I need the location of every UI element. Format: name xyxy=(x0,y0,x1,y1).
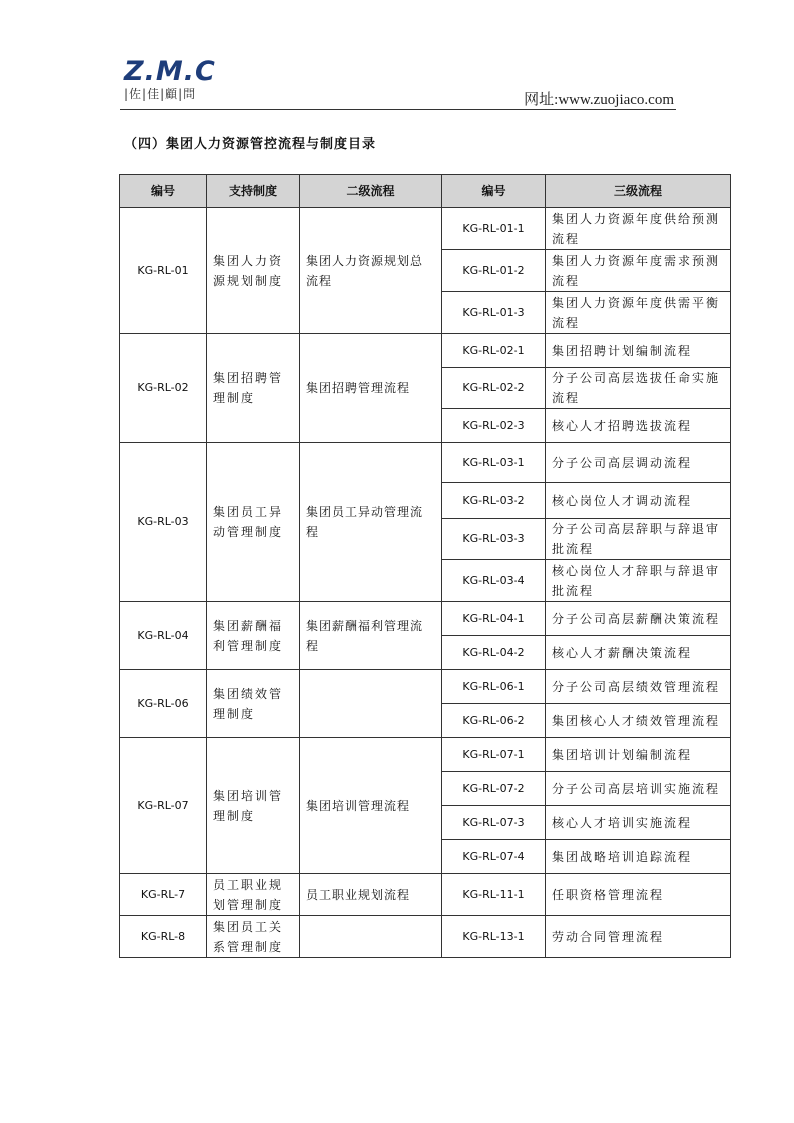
level2-process-cell: 集团人力资源规划总流程 xyxy=(300,208,442,334)
level3-process-cell: 集团人力资源年度需求预测流程 xyxy=(546,250,731,292)
sub-code-cell: KG-RL-07-3 xyxy=(442,806,546,840)
header-level2-process: 二级流程 xyxy=(300,175,442,208)
sub-code-cell: KG-RL-11-1 xyxy=(442,874,546,916)
policy-cell: 集团绩效管理制度 xyxy=(207,670,300,738)
table-header-row xyxy=(120,175,731,208)
group-code-cell: KG-RL-02 xyxy=(120,334,207,443)
level3-process-cell: 核心岗位人才调动流程 xyxy=(546,483,731,519)
level2-process-cell: 集团招聘管理流程 xyxy=(300,334,442,443)
group-code-cell: KG-RL-03 xyxy=(120,443,207,602)
sub-code-cell: KG-RL-01-3 xyxy=(442,292,546,334)
sub-code-cell: KG-RL-02-1 xyxy=(442,334,546,368)
level3-process-cell: 分子公司高层辞职与辞退审批流程 xyxy=(546,519,731,560)
level2-process-cell: 集团培训管理流程 xyxy=(300,738,442,874)
level2-process-cell: 员工职业规划流程 xyxy=(300,874,442,916)
level3-process-cell: 核心人才培训实施流程 xyxy=(546,806,731,840)
company-logo xyxy=(124,58,224,104)
policy-cell: 集团人力资源规划制度 xyxy=(207,208,300,334)
sub-code-cell: KG-RL-03-2 xyxy=(442,483,546,519)
table-row xyxy=(120,874,731,916)
level3-process-cell: 集团核心人才绩效管理流程 xyxy=(546,704,731,738)
table-row xyxy=(120,334,731,368)
table-row xyxy=(120,443,731,483)
level3-process-cell: 核心岗位人才辞职与辞退审批流程 xyxy=(546,560,731,602)
level2-process-cell xyxy=(300,916,442,958)
group-code-cell: KG-RL-07 xyxy=(120,738,207,874)
group-code-cell: KG-RL-06 xyxy=(120,670,207,738)
group-code-cell: KG-RL-01 xyxy=(120,208,207,334)
logo-subtitle: |佐|佳|顧|問 xyxy=(124,87,197,101)
level3-process-cell: 集团战略培训追踪流程 xyxy=(546,840,731,874)
level2-process-cell: 集团薪酬福利管理流程 xyxy=(300,602,442,670)
level3-process-cell: 分子公司高层薪酬决策流程 xyxy=(546,602,731,636)
header-code: 编号 xyxy=(120,175,207,208)
level3-process-cell: 任职资格管理流程 xyxy=(546,874,731,916)
level2-process-cell xyxy=(300,670,442,738)
sub-code-cell: KG-RL-01-2 xyxy=(442,250,546,292)
level3-process-cell: 集团培训计划编制流程 xyxy=(546,738,731,772)
policy-cell: 员工职业规划管理制度 xyxy=(207,874,300,916)
table-row xyxy=(120,602,731,636)
level3-process-cell: 分子公司高层调动流程 xyxy=(546,443,731,483)
policy-cell: 集团招聘管理制度 xyxy=(207,334,300,443)
table-body xyxy=(120,208,731,958)
sub-code-cell: KG-RL-03-3 xyxy=(442,519,546,560)
policy-cell: 集团培训管理制度 xyxy=(207,738,300,874)
sub-code-cell: KG-RL-06-2 xyxy=(442,704,546,738)
group-code-cell: KG-RL-04 xyxy=(120,602,207,670)
sub-code-cell: KG-RL-04-1 xyxy=(442,602,546,636)
header-policy: 支持制度 xyxy=(207,175,300,208)
table-row xyxy=(120,670,731,704)
table-row xyxy=(120,916,731,958)
level2-process-cell: 集团员工异动管理流程 xyxy=(300,443,442,602)
table-row xyxy=(120,738,731,772)
level3-process-cell: 集团人力资源年度供给预测流程 xyxy=(546,208,731,250)
level3-process-cell: 核心人才招聘选拔流程 xyxy=(546,409,731,443)
sub-code-cell: KG-RL-02-2 xyxy=(442,368,546,409)
logo-mark: Z.M.C xyxy=(124,56,216,87)
level3-process-cell: 集团人力资源年度供需平衡流程 xyxy=(546,292,731,334)
level3-process-cell: 分子公司高层绩效管理流程 xyxy=(546,670,731,704)
section-title: （四）集团人力资源管控流程与制度目录 xyxy=(124,137,377,152)
policy-cell: 集团员工关系管理制度 xyxy=(207,916,300,958)
sub-code-cell: KG-RL-06-1 xyxy=(442,670,546,704)
group-code-cell: KG-RL-7 xyxy=(120,874,207,916)
level3-process-cell: 分子公司高层选拔任命实施流程 xyxy=(546,368,731,409)
header-divider xyxy=(120,109,676,110)
level3-process-cell: 劳动合同管理流程 xyxy=(546,916,731,958)
level3-process-cell: 分子公司高层培训实施流程 xyxy=(546,772,731,806)
header-level3-process: 三级流程 xyxy=(546,175,731,208)
sub-code-cell: KG-RL-07-1 xyxy=(442,738,546,772)
sub-code-cell: KG-RL-04-2 xyxy=(442,636,546,670)
process-catalog-table xyxy=(119,174,731,958)
sub-code-cell: KG-RL-07-4 xyxy=(442,840,546,874)
policy-cell: 集团薪酬福利管理制度 xyxy=(207,602,300,670)
sub-code-cell: KG-RL-07-2 xyxy=(442,772,546,806)
table-row xyxy=(120,208,731,250)
group-code-cell: KG-RL-8 xyxy=(120,916,207,958)
website-address: 网址:www.zuojiaco.com xyxy=(524,92,674,108)
sub-code-cell: KG-RL-03-1 xyxy=(442,443,546,483)
header-sub-code: 编号 xyxy=(442,175,546,208)
policy-cell: 集团员工异动管理制度 xyxy=(207,443,300,602)
sub-code-cell: KG-RL-13-1 xyxy=(442,916,546,958)
level3-process-cell: 核心人才薪酬决策流程 xyxy=(546,636,731,670)
sub-code-cell: KG-RL-01-1 xyxy=(442,208,546,250)
level3-process-cell: 集团招聘计划编制流程 xyxy=(546,334,731,368)
sub-code-cell: KG-RL-02-3 xyxy=(442,409,546,443)
sub-code-cell: KG-RL-03-4 xyxy=(442,560,546,602)
